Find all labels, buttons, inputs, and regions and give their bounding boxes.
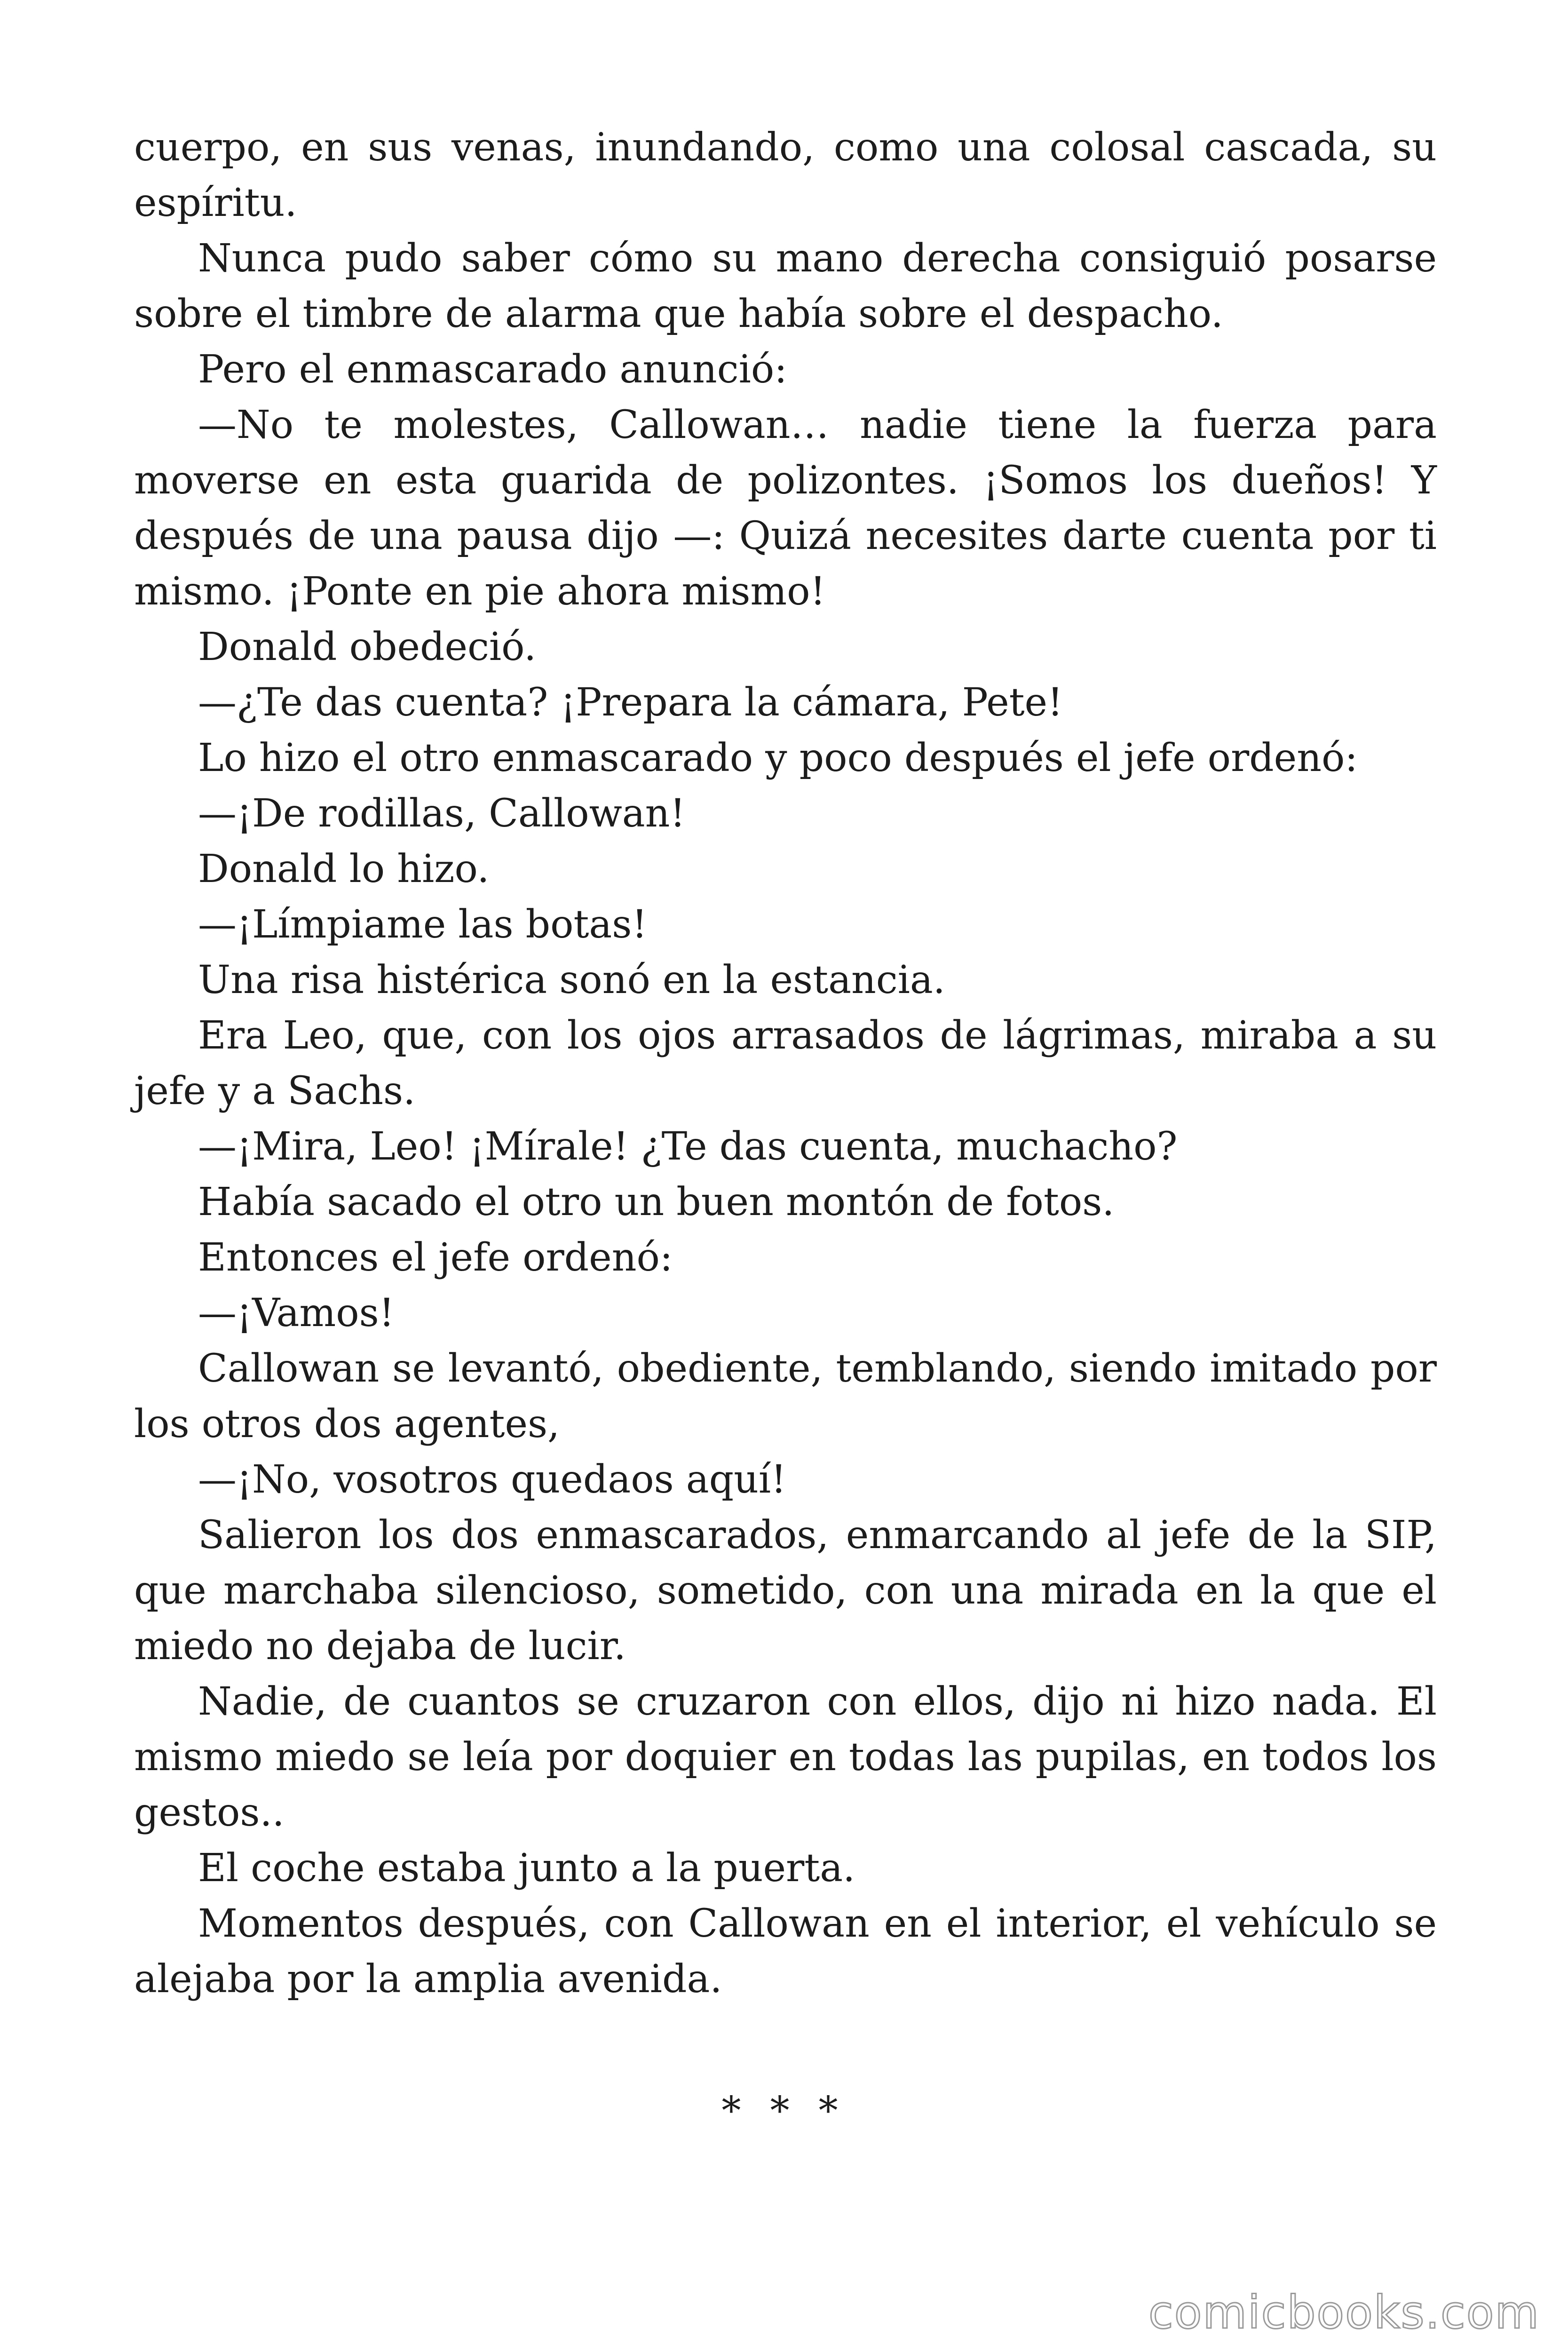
- dialogue-line: —¡De rodillas, Callowan!: [198, 791, 686, 836]
- paragraph: El coche estaba junto a la puerta.: [198, 1846, 855, 1891]
- paragraph: Nadie, de cuantos se cruzaron con ellos, dijo ni hizo nada. El mismo miedo se leía por doquier en todas las pupilas, en todos los gestos..: [134, 1679, 1437, 1835]
- paragraph: Pero el enmascarado anunció:: [198, 347, 787, 392]
- dialogue-line: —¡Mira, Leo! ¡Mírale! ¿Te das cuenta, muchacho?: [198, 1124, 1178, 1169]
- paragraph: Entonces el jefe ordenó:: [198, 1235, 673, 1280]
- paragraph: Salieron los dos enmascarados, enmarcando al jefe de la SIP, que marchaba silencioso, sometido, con una mirada en la que el miedo no dejaba de lucir.: [134, 1513, 1437, 1669]
- paragraph: Donald lo hizo.: [198, 847, 490, 891]
- dialogue-line: —¡Vamos!: [198, 1291, 395, 1335]
- paragraph: Lo hizo el otro enmascarado y poco después el jefe ordenó:: [198, 736, 1358, 780]
- watermark: comicbooks.com: [1148, 2286, 1540, 2339]
- dialogue-line: —¡Límpiame las botas!: [198, 902, 648, 947]
- dialogue-line: —No te molestes, Callowan… nadie tiene la fuerza para moverse en esta guarida de polizontes. ¡Somos los dueños! Y después de una pausa dijo —: Quizá necesites darte cuenta por ti mismo. ¡Ponte en pie ahora mismo!: [134, 403, 1437, 614]
- paragraph: Una risa histérica sonó en la estancia.: [198, 958, 945, 1002]
- paragraph: Había sacado el otro un buen montón de fotos.: [198, 1180, 1115, 1224]
- paragraph: Era Leo, que, con los ojos arrasados de lágrimas, miraba a su jefe y a Sachs.: [134, 1013, 1437, 1113]
- paragraph: Nunca pudo saber cómo su mano derecha consiguió posarse sobre el timbre de alarma que había sobre el despacho.: [134, 236, 1437, 336]
- body-text: [134, 120, 1437, 2007]
- paragraph: Callowan se levantó, obediente, temblando, siendo imitado por los otros dos agentes,: [134, 1346, 1437, 1446]
- dialogue-line: —¡No, vosotros quedaos aquí!: [198, 1457, 787, 1502]
- paragraph: Donald obedeció.: [198, 625, 537, 669]
- paragraph-continued: cuerpo, en sus venas, inundando, como una colosal cascada, su espíritu.: [134, 125, 1437, 225]
- paragraph: Momentos después, con Callowan en el interior, el vehículo se alejaba por la amplia avenida.: [134, 1901, 1437, 2002]
- dialogue-line: —¿Te das cuenta? ¡Prepara la cámara, Pete!: [198, 680, 1063, 725]
- section-separator: * * *: [721, 2089, 847, 2133]
